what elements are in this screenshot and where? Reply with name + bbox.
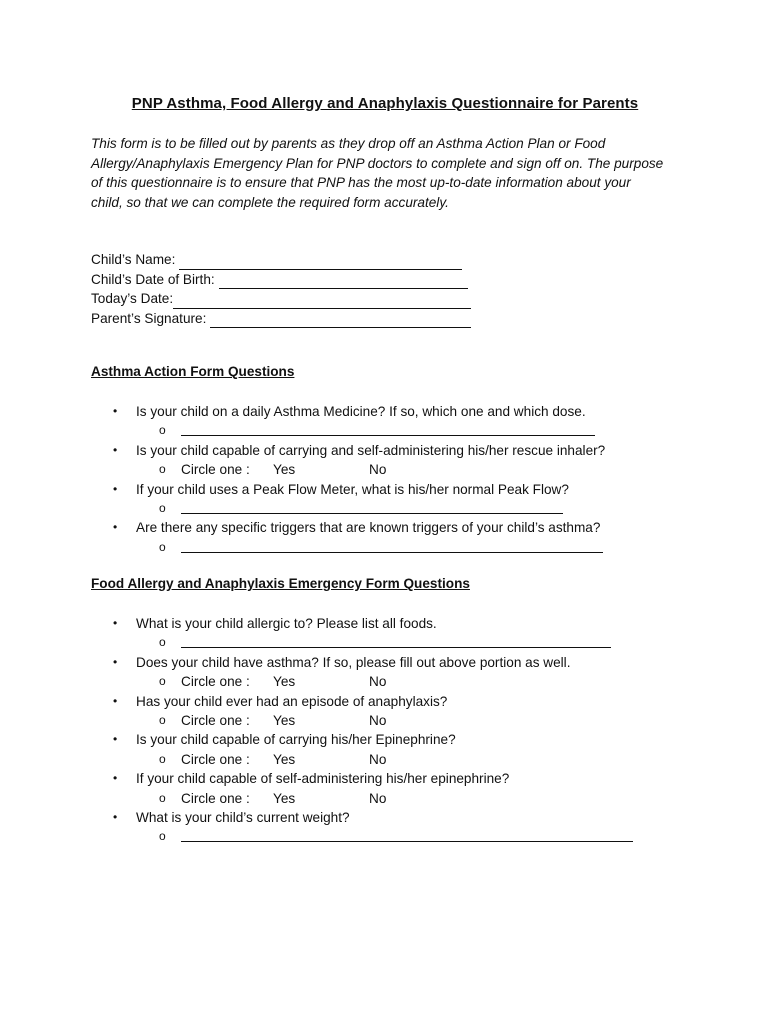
list-item xyxy=(91,692,651,711)
bullet-mark: • xyxy=(113,616,118,630)
yes-option[interactable]: Yes xyxy=(273,674,296,690)
sub-bullet-mark: o xyxy=(159,674,166,689)
intro-line: This form is to be filled out by parents as they drop off an Asthma Action Plan or Food xyxy=(91,136,606,151)
bullet-mark: • xyxy=(113,654,118,669)
list-item xyxy=(91,499,651,518)
sub-bullet-mark: o xyxy=(159,829,166,844)
today-date-field xyxy=(91,289,471,309)
no-option[interactable]: No xyxy=(369,712,387,728)
list-item xyxy=(91,653,651,672)
list-item xyxy=(91,402,651,421)
list-item xyxy=(91,538,651,557)
list-item xyxy=(91,827,651,846)
list-item xyxy=(91,633,651,652)
bullet-mark: • xyxy=(113,809,118,824)
circle-one-label: Circle one : xyxy=(181,751,250,767)
intro-line: Allergy/Anaphylaxis Emergency Plan for PNP doctors to complete and sign off on. The purpose xyxy=(91,155,664,171)
intro-line: child, so that we can complete the required form accurately. xyxy=(91,194,449,210)
food-question-3: Has your child ever had an episode of anaphylaxis? xyxy=(136,693,448,709)
yes-option[interactable]: Yes xyxy=(273,790,296,806)
circle-one-label: Circle one : xyxy=(181,674,250,690)
sub-bullet-mark: o xyxy=(159,539,166,554)
bullet-mark: • xyxy=(113,520,118,535)
dob-field xyxy=(91,270,471,290)
yes-option[interactable]: Yes xyxy=(273,712,296,728)
food-question-1: What is your child allergic to? Please list all foods. xyxy=(136,616,437,631)
asthma-answer-4-input[interactable] xyxy=(181,552,603,553)
yes-option[interactable]: Yes xyxy=(273,751,296,767)
no-option[interactable]: No xyxy=(369,790,387,806)
child-name-label: Child’s Name: xyxy=(91,252,176,267)
list-item xyxy=(91,750,651,769)
dob-input[interactable] xyxy=(219,274,468,289)
list-item xyxy=(91,614,651,633)
bullet-mark: • xyxy=(113,442,118,457)
circle-one-label: Circle one : xyxy=(181,462,250,478)
bullet-mark: • xyxy=(113,404,118,418)
list-item xyxy=(91,441,651,460)
food-question-4: Is your child capable of carrying his/her Epinephrine? xyxy=(136,732,456,748)
today-date-label: Today’s Date: xyxy=(91,291,174,306)
food-section-heading: Food Allergy and Anaphylaxis Emergency Form Questions xyxy=(91,576,470,591)
asthma-answer-3-input[interactable] xyxy=(181,513,563,514)
bullet-mark: • xyxy=(113,481,118,496)
list-item xyxy=(91,672,651,691)
asthma-question-list xyxy=(91,402,651,557)
list-item xyxy=(91,460,651,479)
food-question-2: Does your child have asthma? If so, please fill out above portion as well. xyxy=(136,654,571,670)
sub-bullet-mark: o xyxy=(159,500,166,515)
yes-option[interactable]: Yes xyxy=(273,462,296,478)
circle-one-label: Circle one : xyxy=(181,790,250,806)
list-item xyxy=(91,711,651,730)
info-fields xyxy=(91,250,471,328)
sub-bullet-mark: o xyxy=(159,635,166,650)
food-question-list xyxy=(91,614,651,847)
bullet-mark: • xyxy=(113,732,118,747)
signature-label: Parent’s Signature: xyxy=(91,310,207,326)
asthma-answer-1-input[interactable] xyxy=(181,435,595,436)
food-answer-1-input[interactable] xyxy=(181,647,611,648)
circle-one-label: Circle one : xyxy=(181,712,250,728)
asthma-question-2: Is your child capable of carrying and self-administering his/her rescue inhaler? xyxy=(136,442,606,458)
page-title: PNP Asthma, Food Allergy and Anaphylaxis Questionnaire for Parents xyxy=(131,95,639,112)
asthma-question-1: Is your child on a daily Asthma Medicine? If so, which one and which dose. xyxy=(136,404,586,419)
sub-bullet-mark: o xyxy=(159,462,166,477)
no-option[interactable]: No xyxy=(369,462,387,478)
bullet-mark: • xyxy=(113,771,118,786)
sub-bullet-mark: o xyxy=(159,712,166,727)
sub-bullet-mark: o xyxy=(159,423,166,438)
list-item xyxy=(91,421,651,440)
dob-label: Child’s Date of Birth: xyxy=(91,271,215,287)
sub-bullet-mark: o xyxy=(159,751,166,766)
signature-field xyxy=(91,309,471,329)
bullet-mark: • xyxy=(113,693,118,708)
list-item xyxy=(91,730,651,749)
asthma-question-3: If your child uses a Peak Flow Meter, what is his/her normal Peak Flow? xyxy=(136,481,569,497)
food-question-5: If your child capable of self-administering his/her epinephrine? xyxy=(136,771,510,787)
food-answer-6-input[interactable] xyxy=(181,841,633,842)
list-item xyxy=(91,808,651,827)
asthma-question-4: Are there any specific triggers that are known triggers of your child’s asthma? xyxy=(136,520,601,536)
child-name-input[interactable] xyxy=(179,255,462,270)
food-question-6: What is your child’s current weight? xyxy=(136,809,350,825)
intro-line: of this questionnaire is to ensure that PNP has the most up-to-date information about your xyxy=(91,175,631,190)
asthma-section-heading: Asthma Action Form Questions xyxy=(91,364,295,379)
list-item xyxy=(91,769,651,788)
no-option[interactable]: No xyxy=(369,751,387,767)
sub-bullet-mark: o xyxy=(159,790,166,805)
list-item xyxy=(91,518,651,537)
today-date-input[interactable] xyxy=(173,294,471,309)
list-item xyxy=(91,789,651,808)
no-option[interactable]: No xyxy=(369,674,387,690)
signature-input[interactable] xyxy=(210,313,471,328)
child-name-field xyxy=(91,250,471,270)
intro-paragraph xyxy=(91,134,691,212)
list-item xyxy=(91,480,651,499)
